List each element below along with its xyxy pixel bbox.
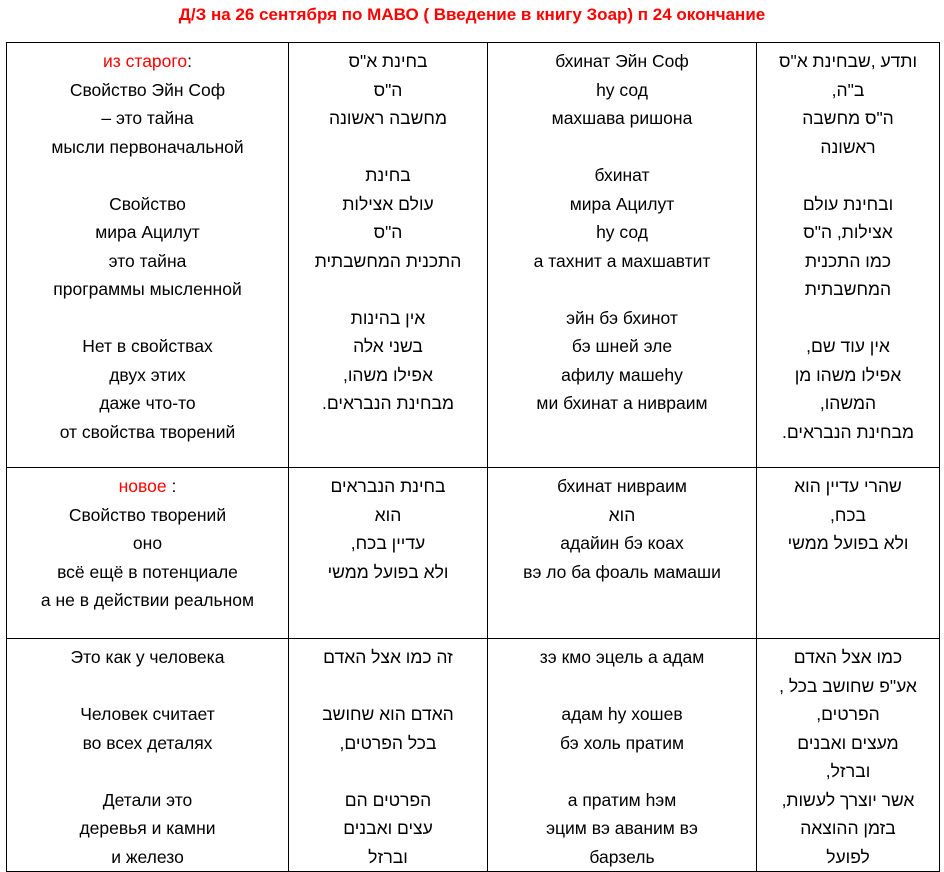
text-line: ה"ס: [373, 222, 403, 242]
text-line: [488, 133, 756, 162]
text-line: Свойство: [109, 193, 186, 214]
text-line: בשני אלה: [353, 336, 423, 356]
text-line: בחינת הנבראים: [330, 476, 446, 496]
section-header: [7, 47, 288, 76]
text-line: מעצים ואבנים: [797, 732, 899, 753]
text-line: [488, 672, 756, 701]
text-line: הפרטים,: [816, 704, 880, 724]
text-line: הוא: [608, 504, 636, 525]
text-line: אין עוד שם,: [806, 336, 890, 356]
text-line: эцим вэ аваним вэ: [546, 818, 698, 838]
text-line: Это как у человека: [70, 647, 225, 667]
text-line: בכל הפרטים,: [339, 732, 437, 753]
text-line: бхинат Эйн Соф: [555, 51, 689, 71]
page-title: Д/З на 26 сентября по МАВО ( Введение в книгу Зоар) п 24 окончание: [178, 5, 766, 24]
transliteration-cell: [488, 639, 757, 872]
hebrew-full-cell: [757, 639, 940, 872]
text-line: махшава ришона: [551, 108, 693, 128]
text-line: בכח,: [829, 504, 867, 525]
text-line: это тайна: [108, 250, 187, 271]
text-line: ולא בפועל ממשי: [787, 533, 909, 553]
text-line: [7, 161, 288, 190]
text-line: Свойство Эйн Соф: [69, 79, 226, 100]
text-line: [289, 275, 487, 304]
text-line: мира Ацилут: [569, 193, 675, 214]
text-line: Детали это: [102, 789, 193, 810]
text-line: – это тайна: [101, 108, 194, 128]
text-line: אשר יוצרך לעשות,: [781, 789, 915, 810]
text-line: אצילות, ה"ס: [803, 222, 893, 242]
text-line: [7, 757, 288, 786]
text-line: אפילו משהו,: [342, 364, 433, 385]
text-line: [7, 672, 288, 701]
text-line: בחינת: [365, 165, 411, 185]
text-line: [7, 304, 288, 333]
text-line: שהרי עדיין הוא: [794, 476, 902, 496]
russian-cell: [7, 639, 289, 872]
section-header-label: из старого: [102, 51, 188, 71]
text-line: [488, 757, 756, 786]
text-line: המחשבתית: [804, 279, 892, 299]
text-line: вэ ло ба фоаль мамаши: [523, 561, 721, 582]
text-line: מבחינת הנבראים.: [782, 421, 914, 442]
text-line: [757, 161, 939, 190]
text-line: הוא: [374, 504, 402, 525]
text-line: всё ещё в потенциале: [57, 561, 238, 582]
text-line: Свойство творений: [68, 504, 227, 525]
text-line: бэ холь пратим: [559, 732, 685, 753]
text-line: עצים ואבנים: [343, 818, 433, 838]
text-line: וברזל: [368, 846, 408, 867]
text-line: עולם אצילות: [342, 193, 434, 214]
hebrew-short-cell: [289, 43, 488, 468]
text-line: התכנית המחשבתית: [314, 250, 462, 271]
text-line: ми бхинат а нивраим: [536, 393, 708, 413]
text-line: כמו התכנית: [804, 250, 892, 271]
text-line: двух этих: [109, 364, 186, 385]
text-line: האדם הוא שחושב: [322, 704, 454, 724]
transliteration-cell: [488, 468, 757, 639]
text-line: во всех деталях: [82, 732, 213, 753]
table-row: [7, 43, 940, 468]
text-line: מבחינת הנבראים.: [322, 393, 454, 413]
text-line: деревья и камни: [79, 818, 216, 838]
text-line: אפילו משהו מן: [794, 364, 902, 385]
russian-cell: [7, 43, 289, 468]
text-line: לפועל: [826, 846, 870, 867]
text-line: от свойства творений: [59, 421, 236, 442]
transliteration-cell: [488, 43, 757, 468]
text-line: בחינת א"ס: [348, 51, 428, 71]
text-line: [289, 757, 487, 786]
text-line: אע"פ שחושב בכל ,: [779, 675, 917, 696]
text-line: программы мысленной: [53, 279, 242, 299]
text-line: а пратим hэм: [567, 789, 677, 810]
text-line: הפרטים הם: [344, 789, 432, 810]
text-line: зэ кмо эцель а адам: [539, 647, 705, 667]
hebrew-short-cell: [289, 639, 488, 872]
text-line: [488, 275, 756, 304]
text-line: мира Ацилут: [95, 222, 200, 242]
text-line: адам hу хошев: [561, 704, 683, 724]
russian-cell: [7, 468, 289, 639]
hebrew-short-cell: [289, 468, 488, 639]
text-line: המשהו,: [819, 393, 877, 413]
text-line: бэ шней эле: [571, 336, 673, 356]
table-row: [7, 639, 940, 872]
text-line: וברזל,: [825, 761, 871, 781]
text-line: ראשונה: [820, 136, 876, 157]
text-line: а тахнит а махшавтит: [533, 250, 711, 271]
text-line: בזמן ההוצאה: [800, 818, 896, 838]
text-line: ולא בפועל ממשי: [327, 561, 449, 582]
section-header-suffix: :: [166, 476, 177, 496]
text-line: адайин бэ коах: [560, 533, 684, 553]
text-line: эйн бэ бхинот: [566, 307, 678, 328]
text-line: מחשבה ראשונה: [329, 108, 447, 128]
text-line: כמו אצל האדם: [793, 647, 903, 667]
hebrew-full-cell: [757, 43, 940, 468]
text-line: אין בהינות: [350, 307, 426, 328]
text-line: ב"ה,: [831, 79, 865, 100]
text-line: бхинат: [594, 165, 650, 185]
text-line: а не в действии реальном: [40, 590, 255, 610]
section-header-suffix: :: [187, 51, 193, 71]
text-line: hу сод: [596, 79, 648, 100]
text-line: ה"ס מחשבה: [802, 108, 894, 128]
text-line: ותדע ,שבחינת א"ס: [779, 51, 917, 71]
text-line: [289, 133, 487, 162]
translation-table: [6, 42, 940, 872]
text-line: Нет в свойствах: [82, 336, 213, 356]
text-line: афилу машеhу: [561, 364, 683, 385]
text-line: עדיין בכח,: [350, 533, 426, 553]
table-row: [7, 468, 940, 639]
text-line: мысли первоначальной: [51, 136, 244, 157]
text-line: Человек считает: [80, 704, 215, 724]
text-line: бхинат нивраим: [557, 476, 687, 496]
hebrew-full-cell: [757, 468, 940, 639]
text-line: ה"ס: [373, 79, 403, 100]
text-line: и железо: [111, 846, 184, 867]
text-line: זה כמו אצל האדם: [323, 647, 453, 667]
text-line: [289, 672, 487, 701]
text-line: [757, 304, 939, 333]
text-line: даже что-то: [99, 393, 196, 413]
text-line: hу сод: [596, 222, 648, 242]
text-line: барзель: [589, 846, 655, 867]
section-header-label: новое: [118, 476, 167, 496]
section-header: [7, 472, 288, 501]
text-line: оно: [132, 533, 163, 553]
text-line: ובחינת עולם: [802, 193, 894, 214]
